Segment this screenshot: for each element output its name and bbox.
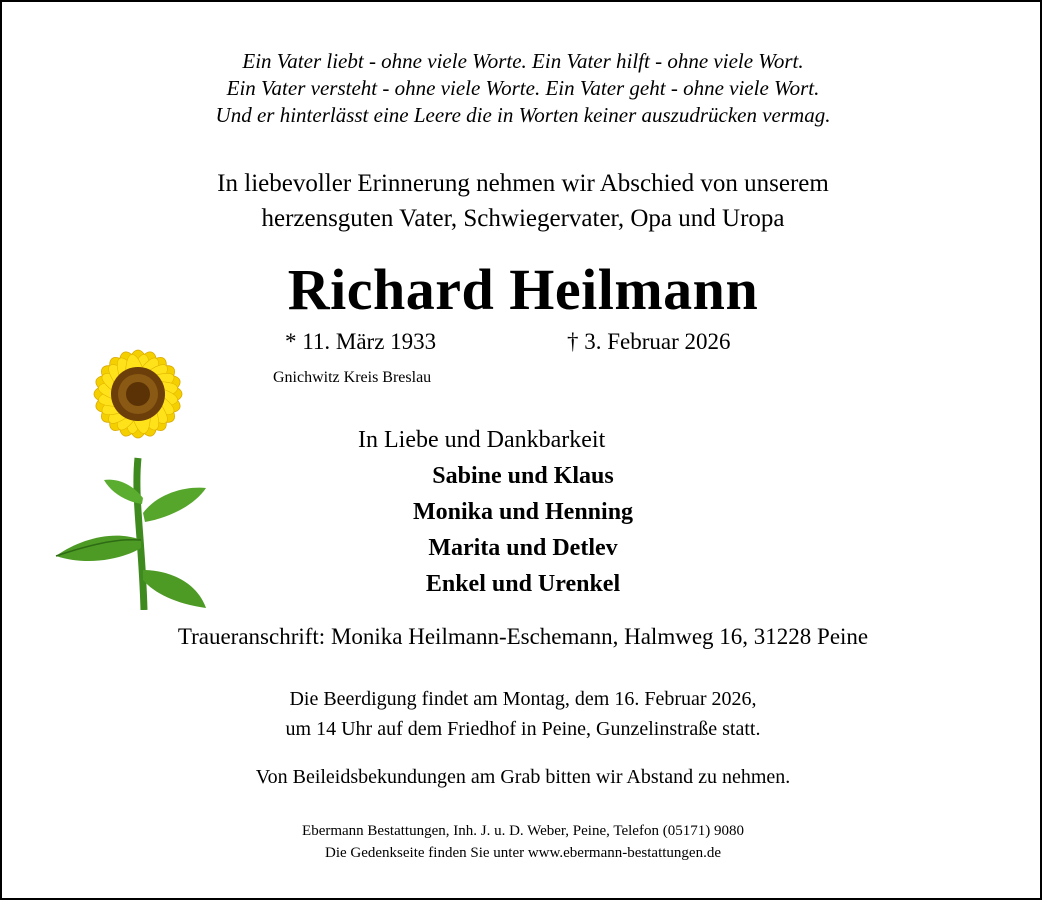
birthplace: Gnichwitz Kreis Breslau: [273, 369, 432, 386]
poem-line: Und er hinterlässt eine Leere die in Worten keiner auszudrücken vermag.: [215, 103, 831, 127]
intro-line: In liebevoller Erinnerung nehmen wir Abschied von unserem: [217, 170, 829, 197]
sunflower-icon: [46, 308, 236, 610]
birth-date: * 11. März 1933: [285, 329, 437, 354]
mourners-block: [358, 422, 688, 602]
mourner-name: Sabine und Klaus: [432, 463, 614, 489]
footer-line: Ebermann Bestattungen, Inh. J. u. D. Weber, Peine, Telefon (05171) 9080: [302, 823, 744, 839]
mourners-intro: In Liebe und Dankbarkeit: [358, 427, 606, 453]
deceased-name: Richard Heilmann: [287, 257, 759, 322]
mourner-name: Marita und Detlev: [428, 535, 618, 561]
intro-line: herzensguten Vater, Schwiegervater, Opa und Uropa: [261, 205, 785, 232]
mourner-name: Enkel und Urenkel: [425, 571, 621, 597]
death-date: † 3. Februar 2026: [567, 329, 731, 354]
poem: [2, 48, 1042, 129]
mourning-address: Traueranschrift: Monika Heilmann-Eschemann, Halmweg 16, 31228 Peine: [177, 624, 869, 649]
burial-notice: [2, 684, 1042, 744]
burial-line: Die Beerdigung findet am Montag, dem 16. Februar 2026,: [289, 688, 757, 710]
intro-text: [2, 166, 1042, 236]
footer-line: Die Gedenkseite finden Sie unter www.ebermann-bestattungen.de: [325, 845, 721, 861]
condolence-request: Von Beileidsbekundungen am Grab bitten wir Abstand zu nehmen.: [255, 766, 791, 788]
poem-line: Ein Vater versteht - ohne viele Worte. Ein Vater geht - ohne viele Wort.: [226, 76, 820, 100]
burial-line: um 14 Uhr auf dem Friedhof in Peine, Gunzelinstraße statt.: [285, 718, 761, 740]
mourner-name: Monika und Henning: [412, 499, 634, 525]
funeral-home-footer: [2, 820, 1042, 864]
poem-line: Ein Vater liebt - ohne viele Worte. Ein Vater hilft - ohne viele Wort.: [242, 49, 804, 73]
